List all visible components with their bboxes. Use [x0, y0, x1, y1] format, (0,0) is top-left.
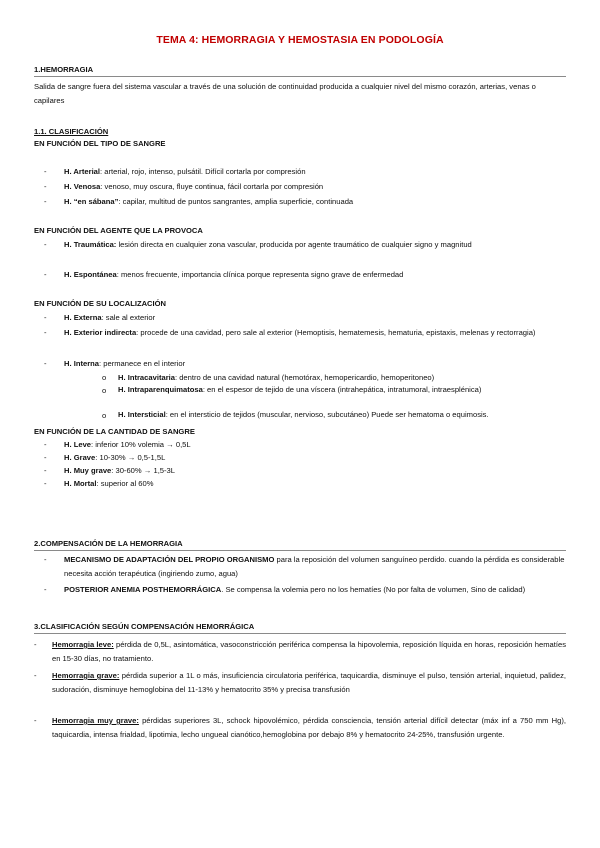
- item-term: H. Externa: [64, 313, 102, 322]
- item-term: Hemorragia grave:: [52, 671, 120, 680]
- item-text: : 30-60% → 1,5-3L: [111, 466, 176, 475]
- list-item: [64, 553, 566, 580]
- item-term: H. Interna: [64, 359, 100, 368]
- list-item: [52, 714, 566, 741]
- item-text: : en el intersticio de tejidos (muscular, nervioso, subcutáneo) Puede ser hematoma o equimosis.: [165, 410, 489, 419]
- list-item: [64, 451, 165, 465]
- dash-bullet: -: [44, 440, 47, 449]
- list-item: [64, 583, 566, 597]
- dash-bullet: -: [44, 555, 47, 564]
- item-text: : 10-30% → 0,5-1,5L: [95, 453, 166, 462]
- item-text: : procede de una cavidad, pero sale al exterior (Hemoptisis, hematemesis, hematuria, epistaxis, melenas y rectorragia): [136, 328, 536, 337]
- dash-bullet: -: [34, 640, 37, 649]
- circle-bullet: o: [102, 373, 107, 382]
- item-text: : arterial, rojo, intenso, pulsátil. Difícil cortarla por compresión: [100, 167, 306, 176]
- list-item: [64, 357, 566, 371]
- item-term: POSTERIOR ANEMIA POSTHEMORRÁGICA: [64, 585, 222, 594]
- item-term: H. “en sábana”: [64, 197, 119, 206]
- item-text: para la reposición del volumen sanguíneo perdido. cuando la pérdida es considerable necesita acción terapéutica (ingiriendo zumo, agua): [64, 555, 565, 578]
- dash-bullet: -: [44, 270, 47, 279]
- list-item: [64, 165, 564, 179]
- item-text: pérdida de 0,5L, asintomática, vasoconstricción periférica compensa la hipovolemia, reposición líquida en horas, reposición hematíes en 15-30 días, no tratamiento.: [52, 640, 566, 663]
- item-term: H. Intraparenquimatosa: [118, 385, 203, 394]
- item-term: H. Intracavitaria: [118, 373, 175, 382]
- list-item: [64, 180, 564, 194]
- circle-bullet: o: [102, 386, 107, 395]
- item-term: H. Exterior indirecta: [64, 328, 137, 337]
- dash-bullet: -: [44, 466, 47, 475]
- subsection-heading-clasificacion: 1.1. CLASIFICACIÓN: [34, 127, 109, 136]
- list-item: [64, 238, 566, 252]
- item-text: : dentro de una cavidad natural (hemotórax, hemopericardio, hemoperitoneo): [174, 373, 435, 382]
- group-heading-agente: EN FUNCIÓN DEL AGENTE QUE LA PROVOCA: [34, 226, 203, 235]
- item-text: pérdida superior a 1L o más, insuficiencia circulatoria periférica, taquicardia, disminuye el pulso, tensión arterial, inquietud, palidez, sudoración, disminuye hemoglobina del 11-13% y hematocrito 35% y precisa transfusión: [52, 671, 566, 694]
- circle-bullet: o: [102, 411, 107, 420]
- item-text: : venoso, muy oscura, fluye continua, fácil cortarla por compresión: [100, 182, 324, 191]
- dash-bullet: -: [44, 197, 47, 206]
- dash-bullet: -: [44, 167, 47, 176]
- dash-bullet: -: [44, 479, 47, 488]
- dash-bullet: -: [34, 671, 37, 680]
- item-text: : en el espesor de tejido de una víscera (intrahepática, intratumoral, intraesplénica): [202, 385, 482, 394]
- dash-bullet: -: [34, 716, 37, 725]
- item-term: MECANISMO DE ADAPTACIÓN DEL PROPIO ORGANISMO: [64, 555, 275, 564]
- group-heading-tipo-sangre: EN FUNCIÓN DEL TIPO DE SANGRE: [34, 139, 166, 148]
- item-term: Hemorragia leve:: [52, 640, 114, 649]
- item-term: H. Venosa: [64, 182, 101, 191]
- item-term: Hemorragia muy grave:: [52, 716, 139, 725]
- list-item: [52, 638, 566, 665]
- item-term: H. Leve: [64, 440, 92, 449]
- sub-list-item: [118, 371, 566, 385]
- dash-bullet: -: [44, 585, 47, 594]
- item-text: : superior al 60%: [96, 479, 154, 488]
- list-item: [64, 195, 564, 209]
- item-text: . Se compensa la volemia pero no los hematíes (No por falta de volumen, Sino de calidad): [221, 585, 526, 594]
- item-text: pérdidas superiores 3L, schock hipovolémico, pérdida consciencia, tensión arterial difícil detectar (máx inf a 750 mm Hg), taquicardia, intensa frialdad, lipotimia, lecho ungueal cianótico,hemoglobina por debajo 8% y hematocrito 24-25%, transfusión urgente.: [52, 716, 566, 739]
- dash-bullet: -: [44, 453, 47, 462]
- page-title: TEMA 4: HEMORRAGIA Y HEMOSTASIA EN PODOLOGÍA: [156, 34, 444, 46]
- item-term: H. Intersticial: [118, 410, 166, 419]
- dash-bullet: -: [44, 313, 47, 322]
- section-heading-hemorragia: 1.HEMORRAGIA: [34, 64, 566, 77]
- section-heading-clasificacion-compensacion: 3.CLASIFICACIÓN SEGÚN COMPENSACIÓN HEMORRÁGICA: [34, 621, 566, 634]
- list-item: [64, 311, 566, 325]
- list-item: [64, 268, 566, 282]
- dash-bullet: -: [44, 328, 47, 337]
- list-item: [64, 326, 566, 340]
- sub-list-item: [118, 409, 566, 422]
- sub-list-item: [118, 384, 566, 397]
- item-text: : capilar, multitud de puntos sangrantes, amplia superficie, continuada: [118, 197, 354, 206]
- dash-bullet: -: [44, 240, 47, 249]
- item-term: H. Muy grave: [64, 466, 112, 475]
- group-heading-cantidad: EN FUNCIÓN DE LA CANTIDAD DE SANGRE: [34, 427, 195, 436]
- item-text: : sale al exterior: [101, 313, 156, 322]
- item-term: H. Espontánea: [64, 270, 117, 279]
- item-text: lesión directa en cualquier zona vascular, producida por agente traumático de cualquier signo y magnitud: [116, 240, 472, 249]
- item-term: H. Traumática:: [64, 240, 117, 249]
- list-item: [64, 464, 175, 478]
- item-text: : menos frecuente, importancia clínica porque representa signo grave de enfermedad: [116, 270, 404, 279]
- section-heading-compensacion: 2.COMPENSACIÓN DE LA HEMORRAGIA: [34, 538, 566, 551]
- definition-paragraph: Salida de sangre fuera del sistema vascular a través de una solución de continuidad producida a cualquier nivel del mismo corazón, arterias, venas o capilares: [34, 82, 536, 105]
- list-item: [64, 477, 153, 491]
- item-text: : permanece en el interior: [99, 359, 186, 368]
- dash-bullet: -: [44, 359, 47, 368]
- item-term: H. Arterial: [64, 167, 101, 176]
- dash-bullet: -: [44, 182, 47, 191]
- item-text: : inferior 10% volemia → 0,5L: [91, 440, 191, 449]
- group-heading-localizacion: EN FUNCIÓN DE SU LOCALIZACIÓN: [34, 299, 167, 308]
- list-item: [52, 669, 566, 696]
- item-term: H. Mortal: [64, 479, 97, 488]
- list-item: [64, 438, 191, 452]
- item-term: H. Grave: [64, 453, 96, 462]
